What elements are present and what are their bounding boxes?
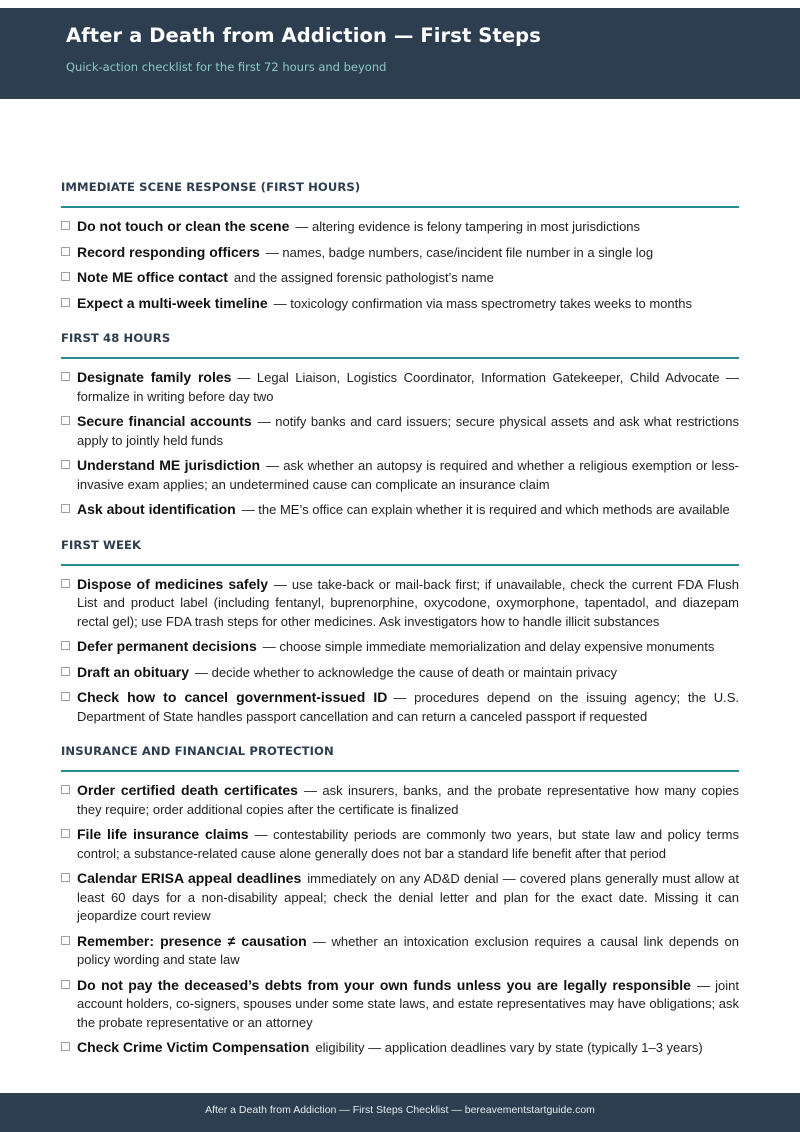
section-insurance-financial bbox=[61, 744, 739, 1058]
checklist-item bbox=[61, 869, 739, 926]
checklist bbox=[61, 368, 739, 520]
checklist-item bbox=[61, 932, 739, 970]
item-description: — decide whether to acknowledge the cause of death or maintain privacy bbox=[195, 664, 618, 680]
item-description: — contestability periods are commonly two years, but state law and policy terms control; a substance-related cause alone generally does not bar a standard life benefit after that period bbox=[77, 827, 739, 861]
checkbox[interactable] bbox=[61, 785, 70, 794]
checklist-item bbox=[61, 825, 739, 863]
checklist-item bbox=[61, 781, 739, 819]
checkbox[interactable] bbox=[61, 641, 70, 650]
item-title: Do not touch or clean the scene bbox=[77, 218, 290, 234]
item-title: Defer permanent decisions bbox=[77, 638, 257, 654]
item-description: — Legal Liaison, Logistics Coordinator, Information Gatekeeper, Child Advocate — formalize in writing before day two bbox=[77, 370, 739, 404]
item-description: — procedures depend on the issuing agency; the U.S. Department of State handles passport cancellation and can return a canceled passport if requested bbox=[77, 690, 739, 724]
checkbox[interactable] bbox=[61, 504, 70, 513]
section-first-48-hours bbox=[61, 331, 739, 520]
checklist bbox=[61, 217, 739, 313]
item-description: immediately on any AD&D denial — covered plans generally must allow at least 60 days for a non-disability appeal; check the denial letter and plan for the exact date. Missing it can jeopardize court review bbox=[77, 871, 740, 923]
checkbox[interactable] bbox=[61, 221, 70, 230]
checkbox[interactable] bbox=[61, 980, 70, 989]
item-title: Draft an obituary bbox=[77, 663, 190, 680]
page-subtitle: Quick-action checklist for the first 72 hours and beyond bbox=[66, 60, 387, 74]
checkbox[interactable] bbox=[61, 460, 70, 469]
checkbox[interactable] bbox=[61, 372, 70, 381]
checkbox[interactable] bbox=[61, 829, 70, 838]
item-description: — choose simple immediate memorialization and delay expensive monuments bbox=[262, 639, 715, 654]
section-immediate-scene bbox=[61, 180, 739, 313]
item-description: — the ME’s office can explain whether it is required and which methods are available bbox=[241, 502, 730, 517]
item-description: — ask whether an autopsy is required and whether a religious exemption or less-invasive exam applies; an undetermined cause can complicate an insurance claim bbox=[77, 458, 740, 492]
checklist bbox=[61, 575, 739, 727]
section-title: IMMEDIATE SCENE RESPONSE (FIRST HOURS) bbox=[61, 180, 739, 208]
top-margin bbox=[0, 0, 800, 8]
checkbox[interactable] bbox=[61, 667, 70, 676]
item-title: Note ME office contact bbox=[77, 269, 228, 285]
checklist-item bbox=[61, 976, 739, 1033]
section-title: INSURANCE AND FINANCIAL PROTECTION bbox=[61, 744, 739, 772]
item-description: — whether an intoxication exclusion requires a causal link depends on policy wording and state law bbox=[77, 933, 739, 967]
checklist-item bbox=[61, 217, 739, 237]
checklist bbox=[61, 781, 739, 1058]
checklist-item bbox=[61, 412, 739, 450]
item-title: Ask about identification bbox=[77, 501, 236, 517]
checkbox[interactable] bbox=[61, 873, 70, 882]
checkbox[interactable] bbox=[61, 416, 70, 425]
item-description: — ask insurers, banks, and the probate representative how many copies they require; order additional copies after the certificate is finalized bbox=[77, 783, 739, 817]
item-title: Dispose of medicines safely bbox=[77, 575, 269, 592]
page-title: After a Death from Addiction — First Steps bbox=[66, 24, 541, 47]
section-title: FIRST WEEK bbox=[61, 538, 739, 566]
item-title: Understand ME jurisdiction bbox=[77, 457, 261, 473]
item-title: Designate family roles bbox=[77, 369, 232, 385]
checklist-item bbox=[61, 688, 739, 726]
item-description: — joint account holders, co-signers, spouses under some state laws, and estate representatives may have obligations; ask the probate representative or an attorney bbox=[77, 977, 739, 1030]
checklist-item bbox=[61, 243, 739, 263]
section-first-week bbox=[61, 538, 739, 727]
item-description: — toxicology confirmation via mass spectrometry takes weeks to months bbox=[273, 295, 692, 311]
checklist-item bbox=[61, 368, 739, 406]
item-title: Check how to cancel government-issued ID bbox=[77, 689, 388, 705]
page-footer bbox=[0, 1093, 800, 1132]
item-description: — use take-back or mail-back first; if unavailable, check the current FDA Flush List and product label (including fentanyl, buprenorphine, oxycodone, oxymorphone, tapentadol, and diazepam rectal gel); use FDA trash steps for other medicines. Ask investigators how to handle illicit substances bbox=[77, 576, 739, 629]
checklist-item bbox=[61, 456, 739, 494]
item-title: Do not pay the deceased’s debts from your own funds unless you are legally responsible bbox=[77, 976, 691, 993]
checklist-item bbox=[61, 663, 739, 683]
item-title: Check Crime Victim Compensation bbox=[77, 1039, 310, 1055]
checkbox[interactable] bbox=[61, 1042, 70, 1051]
section-title: FIRST 48 HOURS bbox=[61, 331, 739, 359]
item-title: Order certified death certificates bbox=[77, 782, 298, 798]
item-title: File life insurance claims bbox=[77, 826, 249, 842]
item-description: — notify banks and card issuers; secure physical assets and ask what restrictions apply to jointly held funds bbox=[77, 414, 739, 448]
item-title: Expect a multi-week timeline bbox=[77, 294, 268, 311]
checkbox[interactable] bbox=[61, 692, 70, 701]
checklist-content bbox=[61, 180, 739, 1076]
item-title: Remember: presence ≠ causation bbox=[77, 932, 307, 949]
checkbox[interactable] bbox=[61, 298, 70, 307]
checkbox[interactable] bbox=[61, 579, 70, 588]
checklist-item bbox=[61, 575, 739, 632]
checklist-item bbox=[61, 500, 739, 520]
footer-text: After a Death from Addiction — First Steps Checklist — bereavementstartguide.com bbox=[205, 1104, 595, 1116]
checklist-item bbox=[61, 268, 739, 288]
checklist-item bbox=[61, 1038, 739, 1058]
item-title: Record responding officers bbox=[77, 243, 260, 260]
item-title: Calendar ERISA appeal deadlines bbox=[77, 870, 302, 886]
checkbox[interactable] bbox=[61, 936, 70, 945]
item-title: Secure financial accounts bbox=[77, 413, 252, 429]
checklist-item bbox=[61, 294, 739, 314]
item-description: and the assigned forensic pathologist’s name bbox=[233, 270, 494, 285]
checkbox[interactable] bbox=[61, 272, 70, 281]
checkbox[interactable] bbox=[61, 247, 70, 256]
checklist-item bbox=[61, 637, 739, 657]
item-description: eligibility — application deadlines vary by state (typically 1–3 years) bbox=[315, 1040, 703, 1055]
item-description: — altering evidence is felony tampering in most jurisdictions bbox=[295, 219, 641, 234]
item-description: — names, badge numbers, case/incident file number in a single log bbox=[265, 244, 654, 260]
page-header bbox=[0, 8, 800, 99]
